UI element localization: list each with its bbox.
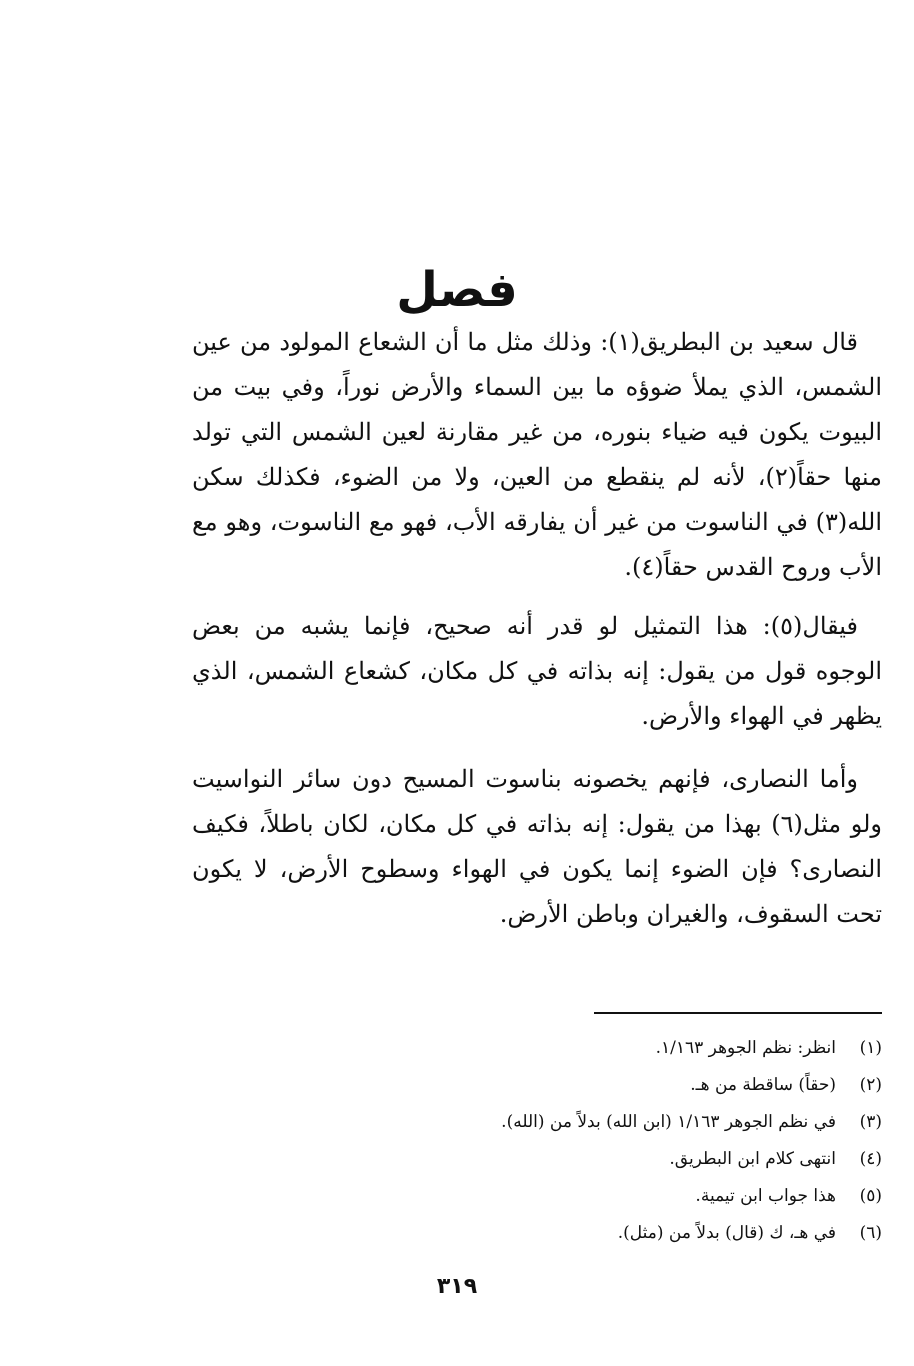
footnote-4 <box>192 1141 882 1178</box>
footnote-divider <box>594 1012 882 1014</box>
footnote-number: (٦) <box>859 1223 882 1243</box>
footnote-number: (١) <box>859 1038 882 1058</box>
footnote-2 <box>192 1067 882 1104</box>
footnote-text: في هـ، ك (قال) بدلاً من (مثل). <box>617 1223 836 1243</box>
paragraph-1: قال سعيد بن البطريق(١): وذلك مثل ما أن الشعاع المولود من عين الشمس، الذي يملأ ضوؤه ما بين السماء والأرض نوراً، وفي بيت من البيوت يكون فيه ضياء بنوره، من غير مقارنة لعين الشمس التي تولد منها حقاً(٢)، لأنه لم ينقطع من العين، ولا من الضوء، فكذلك سكن الله(٣) في الناسوت من غير أن يفارقه الأب، فهو مع الناسوت، وهو مع الأب وروح القدس حقاً(٤). <box>192 328 882 581</box>
footnote-number: (٤) <box>859 1149 882 1169</box>
page-number: ٣١٩ <box>436 1274 478 1299</box>
paragraph-3: وأما النصارى، فإنهم يخصونه بناسوت المسيح دون سائر النواسيت ولو مثل(٦) بهذا من يقول: إنه بذاته في كل مكان، لكان باطلاً، فكيف النصارى؟ فإن الضوء إنما يكون في الهواء وسطوح الأرض، لا يكون تحت السقوف، والغيران وباطن الأرض. <box>192 765 882 928</box>
footnote-1 <box>192 1030 882 1067</box>
footnote-number: (٥) <box>859 1186 882 1206</box>
paragraph-2: فيقال(٥): هذا التمثيل لو قدر أنه صحيح، فإنما يشبه من بعض الوجوه قول من يقول: إنه بذاته في كل مكان، كشعاع الشمس، الذي يظهر في الهواء والأرض. <box>192 612 882 730</box>
main-text <box>192 320 882 937</box>
footnote-number: (٣) <box>859 1112 882 1132</box>
footnote-number: (٢) <box>859 1075 882 1095</box>
footnote-5 <box>192 1178 882 1215</box>
footnote-text: انتهى كلام ابن البطريق. <box>669 1149 836 1169</box>
footnote-text: هذا جواب ابن تيمية. <box>695 1186 836 1206</box>
footnotes-list <box>192 1030 882 1252</box>
chapter-heading: فصل <box>396 262 518 319</box>
footnote-text: انظر: نظم الجوهر ١/١٦٣. <box>655 1038 836 1058</box>
footnote-text: (حقاً) ساقطة من هـ. <box>690 1075 836 1095</box>
footnote-3 <box>192 1104 882 1141</box>
footnote-6 <box>192 1215 882 1252</box>
footnote-text: في نظم الجوهر ١/١٦٣ (ابن الله) بدلاً من (الله). <box>501 1112 836 1132</box>
